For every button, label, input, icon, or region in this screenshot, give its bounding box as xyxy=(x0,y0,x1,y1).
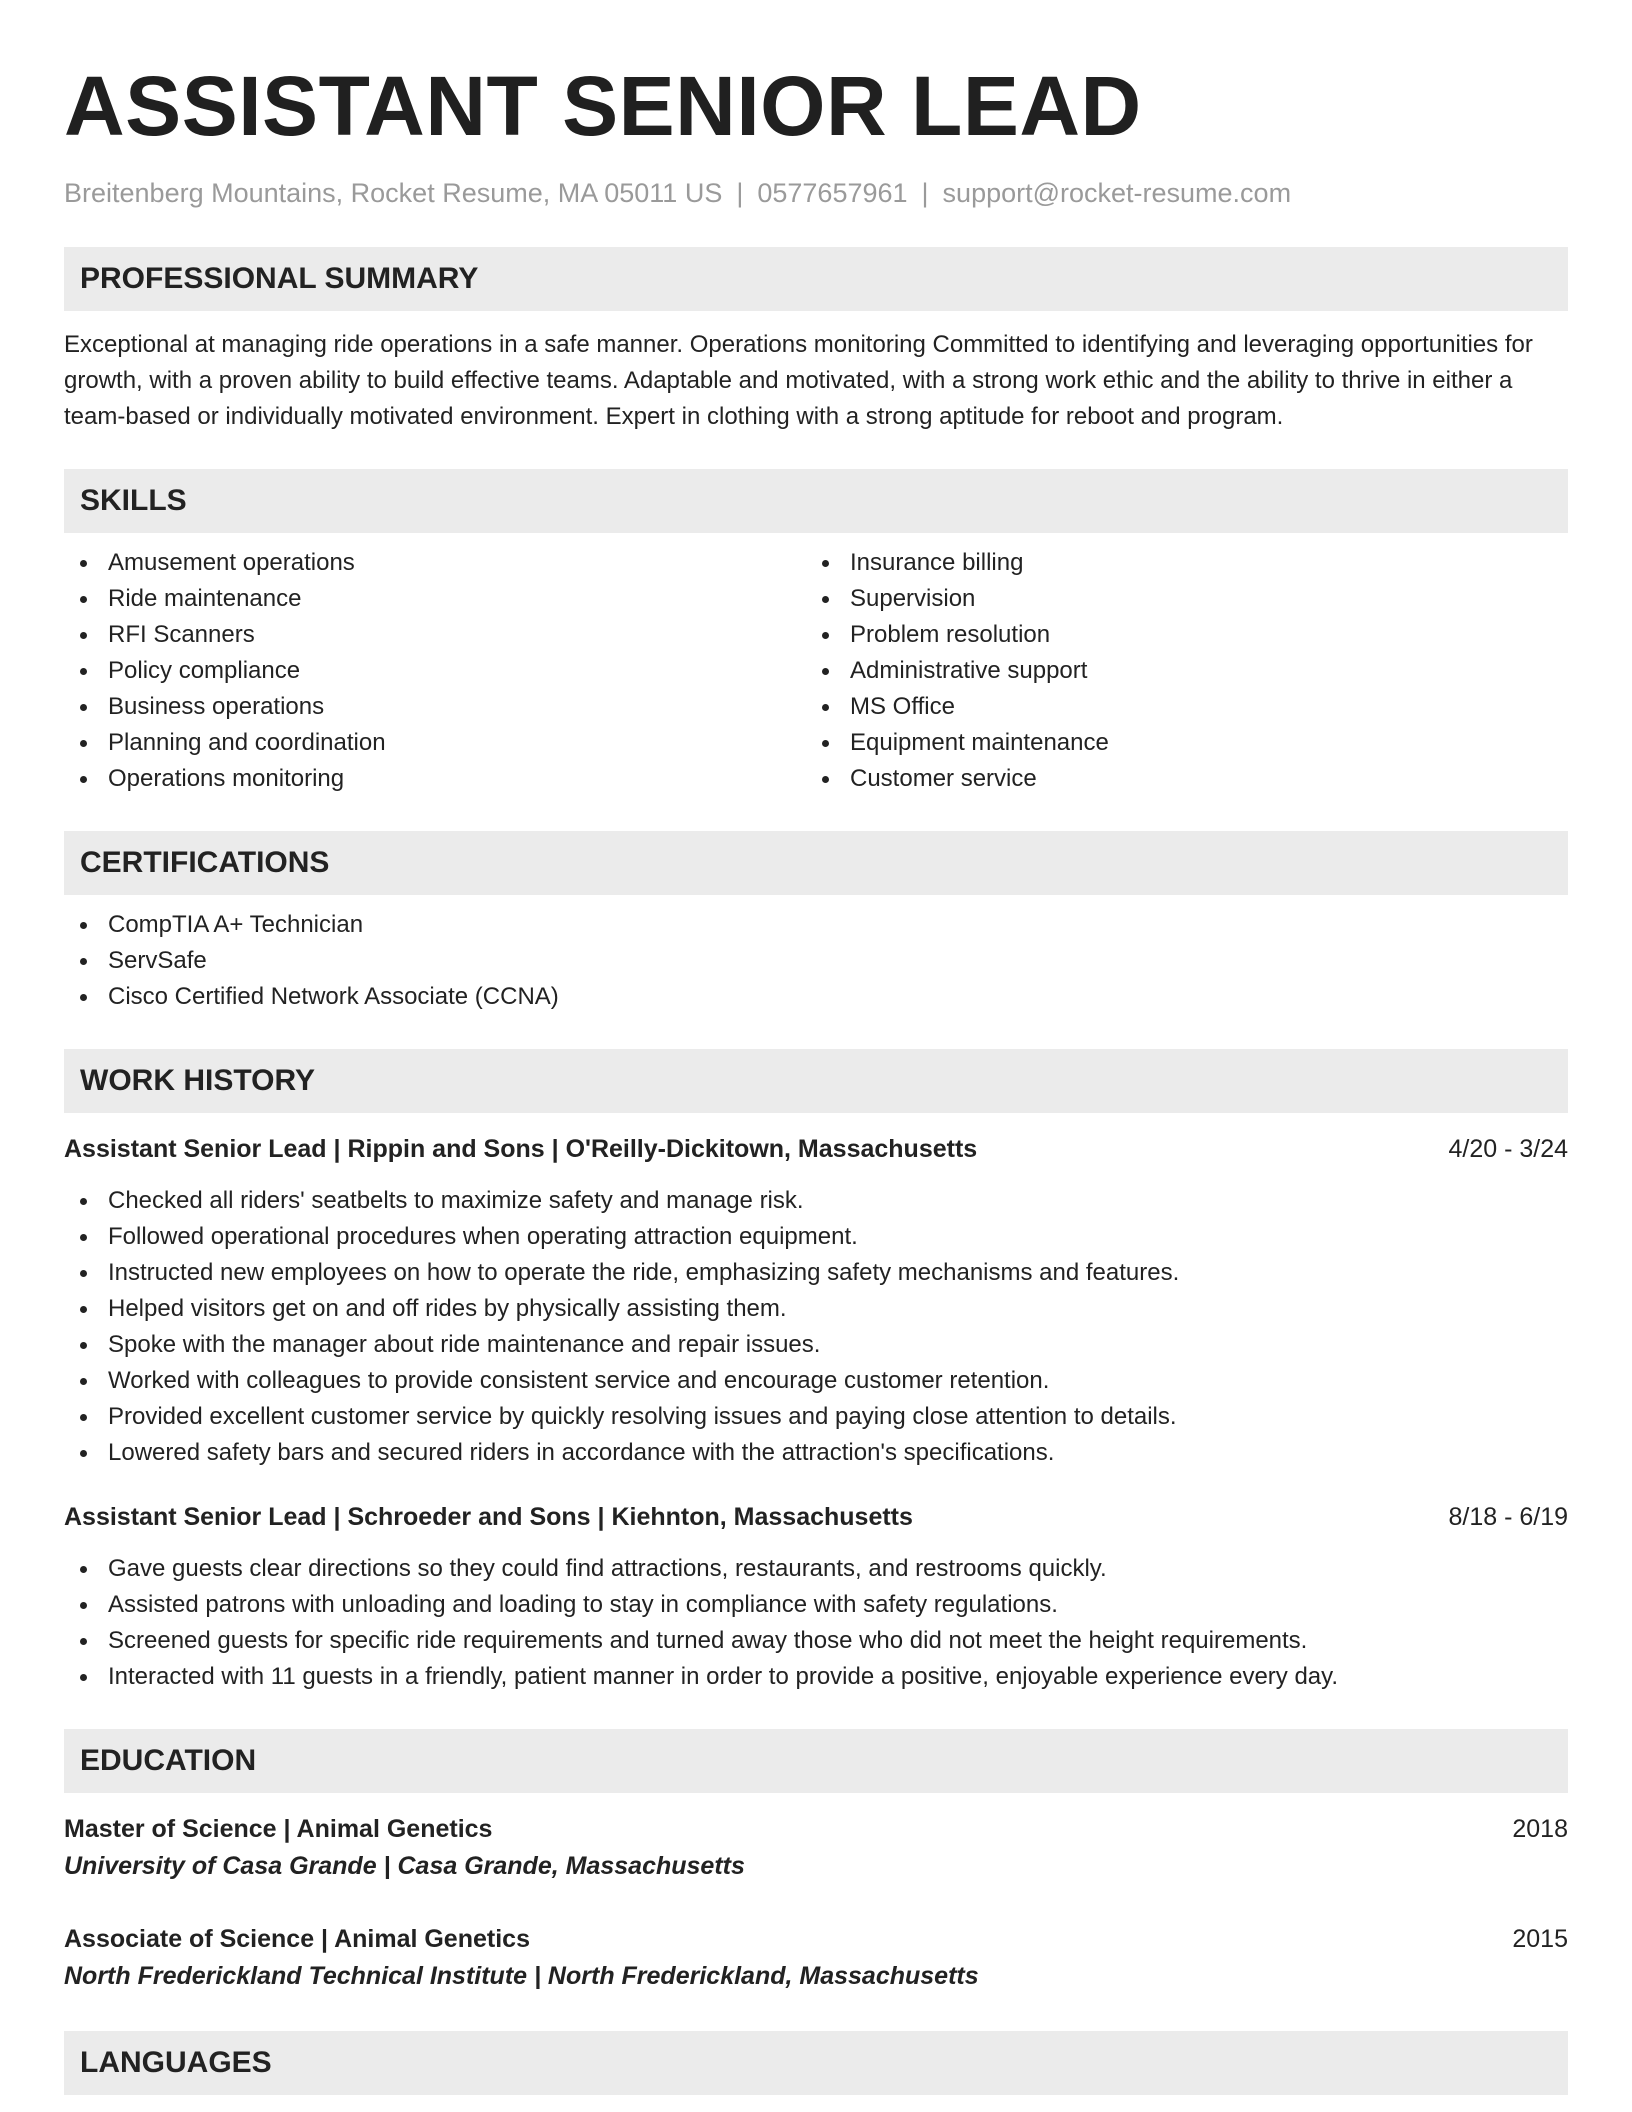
skill-item: Insurance billing xyxy=(806,545,1548,581)
contact-address: Breitenberg Mountains, Rocket Resume, MA 05011 US xyxy=(64,178,723,208)
contact-line xyxy=(64,176,1568,210)
job-duties-list xyxy=(64,1551,1568,1695)
job-duty-item: Helped visitors get on and off rides by physically assisting them. xyxy=(64,1291,1568,1327)
skill-item: Supervision xyxy=(806,581,1548,617)
skill-item: Problem resolution xyxy=(806,617,1548,653)
section-header-skills: SKILLS xyxy=(64,469,1568,533)
education-entry xyxy=(64,1921,1568,1995)
section-header-summary: PROFESSIONAL SUMMARY xyxy=(64,247,1568,311)
job-title: Assistant Senior Lead | Rippin and Sons | O'Reilly-Dickitown, Massachusetts xyxy=(64,1135,978,1163)
section-header-education: EDUCATION xyxy=(64,1729,1568,1793)
skill-item: Equipment maintenance xyxy=(806,725,1548,761)
skill-item: Customer service xyxy=(806,761,1548,797)
job-duty-item: Checked all riders' seatbelts to maximize safety and manage risk. xyxy=(64,1183,1568,1219)
certification-item: ServSafe xyxy=(64,943,1568,979)
education-header xyxy=(64,1921,1568,1957)
contact-separator: | xyxy=(736,178,744,208)
education-degree: Master of Science | Animal Genetics xyxy=(64,1815,493,1843)
job-dates: 4/20 - 3/24 xyxy=(1448,1135,1568,1163)
job-duty-item: Instructed new employees on how to operate the ride, emphasizing safety mechanisms and features. xyxy=(64,1255,1568,1291)
section-header-certifications: CERTIFICATIONS xyxy=(64,831,1568,895)
job-duty-item: Worked with colleagues to provide consistent service and encourage customer retention. xyxy=(64,1363,1568,1399)
certification-item: Cisco Certified Network Associate (CCNA) xyxy=(64,979,1568,1015)
job-duty-item: Provided excellent customer service by quickly resolving issues and paying close attention to details. xyxy=(64,1399,1568,1435)
skill-item: Policy compliance xyxy=(64,653,806,689)
job-duty-item: Followed operational procedures when operating attraction equipment. xyxy=(64,1219,1568,1255)
contact-phone: 0577657961 xyxy=(757,178,908,208)
job-duties-list xyxy=(64,1183,1568,1471)
job-duty-item: Screened guests for specific ride requirements and turned away those who did not meet the height requirements. xyxy=(64,1623,1568,1659)
contact-email[interactable]: support@rocket-resume.com xyxy=(942,178,1292,208)
job-header xyxy=(64,1131,1568,1167)
section-header-languages: LANGUAGES xyxy=(64,2031,1568,2095)
skill-item: Business operations xyxy=(64,689,806,725)
job-entry xyxy=(64,1131,1568,1471)
job-dates: 8/18 - 6/19 xyxy=(1448,1503,1568,1531)
education-school: University of Casa Grande | Casa Grande, Massachusetts xyxy=(64,1852,745,1880)
job-duty-item: Interacted with 11 guests in a friendly, patient manner in order to provide a positive, enjoyable experience every day. xyxy=(64,1659,1568,1695)
certifications-list xyxy=(64,907,1568,1015)
job-duty-item: Assisted patrons with unloading and loading to stay in compliance with safety regulations. xyxy=(64,1587,1568,1623)
skill-item: Ride maintenance xyxy=(64,581,806,617)
skills-grid xyxy=(64,545,1568,797)
job-duty-item: Lowered safety bars and secured riders in accordance with the attraction's specifications. xyxy=(64,1435,1568,1471)
education-header xyxy=(64,1811,1568,1847)
skill-item: Planning and coordination xyxy=(64,725,806,761)
skills-list-right xyxy=(806,545,1548,797)
job-duty-item: Spoke with the manager about ride maintenance and repair issues. xyxy=(64,1327,1568,1363)
job-header xyxy=(64,1499,1568,1535)
job-duty-item: Gave guests clear directions so they could find attractions, restaurants, and restrooms quickly. xyxy=(64,1551,1568,1587)
skills-list-left xyxy=(64,545,806,797)
skill-item: RFI Scanners xyxy=(64,617,806,653)
certification-item: CompTIA A+ Technician xyxy=(64,907,1568,943)
education-year: 2015 xyxy=(1512,1925,1568,1953)
skill-item: MS Office xyxy=(806,689,1548,725)
job-entry xyxy=(64,1499,1568,1695)
section-header-work-history: WORK HISTORY xyxy=(64,1049,1568,1113)
education-year: 2018 xyxy=(1512,1815,1568,1843)
education-entry xyxy=(64,1811,1568,1885)
skill-item: Operations monitoring xyxy=(64,761,806,797)
job-title: Assistant Senior Lead | Schroeder and Sons | Kiehnton, Massachusetts xyxy=(64,1503,913,1531)
resume-name: ASSISTANT SENIOR LEAD xyxy=(64,59,1142,153)
education-school: North Frederickland Technical Institute | North Frederickland, Massachusetts xyxy=(64,1962,979,1990)
education-degree: Associate of Science | Animal Genetics xyxy=(64,1925,530,1953)
summary-text: Exceptional at managing ride operations in a safe manner. Operations monitoring Committed to identifying and leveraging opportunities for growth, with a proven ability to build effective teams. Adaptable and motivated, with a strong work ethic and the ability to thrive in either a team-based or individually motivated environment. Expert in clothing with a strong aptitude for reboot and program. xyxy=(64,331,1533,430)
skill-item: Administrative support xyxy=(806,653,1548,689)
contact-separator: | xyxy=(921,178,929,208)
skill-item: Amusement operations xyxy=(64,545,806,581)
